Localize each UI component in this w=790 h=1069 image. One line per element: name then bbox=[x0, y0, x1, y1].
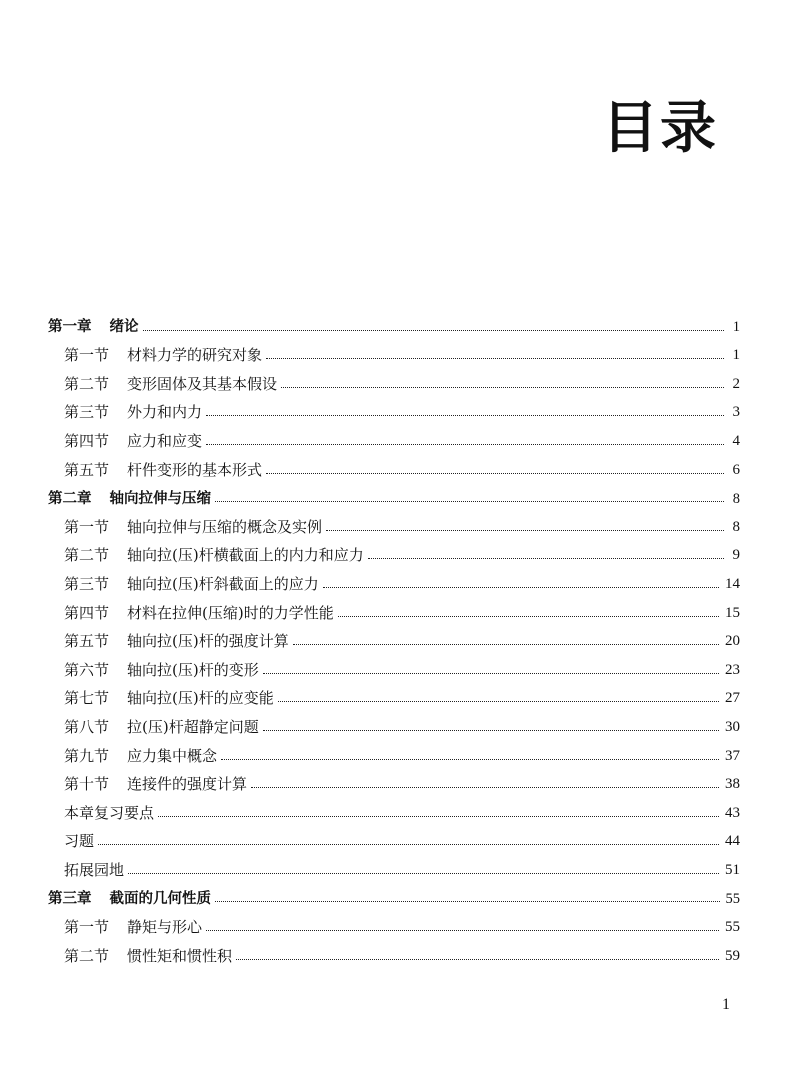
toc-entry-page: 59 bbox=[725, 947, 740, 964]
dot-leader bbox=[263, 673, 719, 674]
dot-leader bbox=[281, 387, 724, 388]
dot-leader bbox=[338, 616, 719, 617]
toc-entry-label: 第三章 bbox=[48, 890, 92, 907]
dot-leader bbox=[251, 787, 719, 788]
toc-section-entry[interactable] bbox=[48, 392, 740, 421]
toc-entry-title: 习题 bbox=[64, 832, 95, 851]
toc-section-entry[interactable] bbox=[48, 678, 740, 707]
toc-entry-label: 第九节 bbox=[64, 746, 110, 765]
toc-section-entry[interactable] bbox=[48, 649, 740, 678]
toc-entry-title: 材料力学的研究对象 bbox=[127, 346, 263, 365]
toc-entry-label: 第四节 bbox=[64, 431, 110, 450]
toc-aux-entry[interactable] bbox=[48, 849, 740, 878]
dot-leader bbox=[215, 501, 724, 502]
dot-leader bbox=[206, 444, 724, 445]
toc-entry-page: 8 bbox=[732, 490, 740, 507]
toc-aux-entry[interactable] bbox=[48, 821, 740, 850]
toc-chapter-entry[interactable] bbox=[48, 878, 740, 907]
toc-entry-title: 轴向拉(压)杆的强度计算 bbox=[127, 632, 289, 651]
toc-chapter-entry[interactable] bbox=[48, 478, 740, 507]
dot-leader bbox=[98, 844, 719, 845]
dot-leader bbox=[143, 330, 725, 331]
toc-entry-title: 轴向拉(压)杆斜截面上的应力 bbox=[127, 574, 319, 593]
toc-entry-title: 轴向拉伸与压缩的概念及实例 bbox=[127, 517, 323, 536]
toc-entry-page: 3 bbox=[732, 404, 740, 421]
dot-leader bbox=[326, 530, 724, 531]
toc-entry-label: 第一节 bbox=[64, 346, 110, 365]
toc-section-entry[interactable] bbox=[48, 935, 740, 964]
toc-entry-title: 外力和内力 bbox=[127, 403, 203, 422]
toc-entry-page: 27 bbox=[725, 690, 740, 707]
toc-entry-page: 44 bbox=[725, 833, 740, 850]
toc-entry-label: 第一节 bbox=[64, 517, 110, 536]
toc-entry-page: 2 bbox=[732, 375, 740, 392]
dot-leader bbox=[206, 415, 724, 416]
toc-entry-page: 14 bbox=[725, 575, 740, 592]
toc-section-entry[interactable] bbox=[48, 621, 740, 650]
toc-entry-label: 第四节 bbox=[64, 603, 110, 622]
toc-section-entry[interactable] bbox=[48, 735, 740, 764]
toc-entry-title: 截面的几何性质 bbox=[109, 890, 211, 907]
toc-entry-title: 杆件变形的基本形式 bbox=[127, 460, 263, 479]
dot-leader bbox=[128, 873, 719, 874]
toc-entry-page: 1 bbox=[732, 347, 740, 364]
toc-section-entry[interactable] bbox=[48, 363, 740, 392]
toc-entry-page: 6 bbox=[732, 461, 740, 478]
dot-leader bbox=[215, 901, 720, 902]
toc-entry-page: 38 bbox=[725, 776, 740, 793]
dot-leader bbox=[323, 587, 719, 588]
toc-entry-label: 第六节 bbox=[64, 660, 110, 679]
dot-leader bbox=[158, 816, 719, 817]
toc-entry-title: 绪论 bbox=[109, 319, 139, 336]
toc-entry-label: 第一节 bbox=[64, 918, 110, 937]
toc-entry-label: 第二节 bbox=[64, 946, 110, 965]
toc-entry-title: 惯性矩和惯性积 bbox=[127, 946, 233, 965]
toc-entry-title: 轴向拉(压)杆横截面上的内力和应力 bbox=[127, 546, 364, 565]
toc-entry-page: 55 bbox=[725, 919, 740, 936]
table-of-contents bbox=[48, 306, 740, 964]
dot-leader bbox=[236, 959, 719, 960]
dot-leader bbox=[266, 473, 724, 474]
dot-leader bbox=[278, 701, 719, 702]
toc-entry-page: 8 bbox=[732, 518, 740, 535]
toc-entry-title: 应力和应变 bbox=[127, 431, 203, 450]
toc-section-entry[interactable] bbox=[48, 592, 740, 621]
toc-entry-page: 15 bbox=[725, 604, 740, 621]
toc-entry-label: 第一章 bbox=[48, 319, 92, 336]
toc-entry-title: 轴向拉伸与压缩 bbox=[109, 490, 211, 507]
page-title: 目录 bbox=[602, 96, 718, 161]
toc-entry-page: 4 bbox=[732, 432, 740, 449]
toc-entry-title: 变形固体及其基本假设 bbox=[127, 374, 278, 393]
toc-section-entry[interactable] bbox=[48, 535, 740, 564]
toc-entry-label: 第二章 bbox=[48, 490, 92, 507]
dot-leader bbox=[206, 930, 719, 931]
toc-entry-title: 拉(压)杆超静定问题 bbox=[127, 717, 259, 736]
toc-entry-label: 第三节 bbox=[64, 403, 110, 422]
dot-leader bbox=[368, 558, 724, 559]
toc-entry-label: 第五节 bbox=[64, 632, 110, 651]
toc-entry-page: 20 bbox=[725, 633, 740, 650]
toc-entry-label: 第二节 bbox=[64, 374, 110, 393]
toc-entry-page: 30 bbox=[725, 718, 740, 735]
toc-section-entry[interactable] bbox=[48, 335, 740, 364]
toc-entry-page: 43 bbox=[725, 804, 740, 821]
toc-entry-title: 静矩与形心 bbox=[127, 918, 203, 937]
toc-entry-label: 第五节 bbox=[64, 460, 110, 479]
toc-section-entry[interactable] bbox=[48, 420, 740, 449]
toc-entry-title: 材料在拉伸(压缩)时的力学性能 bbox=[127, 603, 334, 622]
toc-entry-page: 23 bbox=[725, 661, 740, 678]
toc-section-entry[interactable] bbox=[48, 563, 740, 592]
dot-leader bbox=[293, 644, 719, 645]
toc-entry-label: 第二节 bbox=[64, 546, 110, 565]
toc-entry-label: 第三节 bbox=[64, 574, 110, 593]
toc-entry-title: 轴向拉(压)杆的变形 bbox=[127, 660, 259, 679]
page-number: 1 bbox=[722, 996, 730, 1013]
toc-section-entry[interactable] bbox=[48, 764, 740, 793]
toc-entry-page: 9 bbox=[732, 547, 740, 564]
toc-entry-page: 55 bbox=[725, 890, 740, 907]
dot-leader bbox=[221, 759, 719, 760]
toc-entry-label: 第七节 bbox=[64, 689, 110, 708]
toc-entry-label: 第八节 bbox=[64, 717, 110, 736]
toc-aux-entry[interactable] bbox=[48, 792, 740, 821]
dot-leader bbox=[263, 730, 719, 731]
toc-section-entry[interactable] bbox=[48, 706, 740, 735]
toc-section-entry[interactable] bbox=[48, 506, 740, 535]
toc-entry-page: 1 bbox=[732, 319, 740, 336]
toc-entry-title: 连接件的强度计算 bbox=[127, 775, 248, 794]
toc-entry-title: 轴向拉(压)杆的应变能 bbox=[127, 689, 274, 708]
toc-section-entry[interactable] bbox=[48, 449, 740, 478]
toc-chapter-entry[interactable] bbox=[48, 306, 740, 335]
toc-entry-title: 本章复习要点 bbox=[64, 803, 155, 822]
toc-entry-title: 拓展园地 bbox=[64, 860, 125, 879]
toc-entry-page: 51 bbox=[725, 861, 740, 878]
toc-section-entry[interactable] bbox=[48, 906, 740, 935]
toc-entry-label: 第十节 bbox=[64, 775, 110, 794]
toc-entry-title: 应力集中概念 bbox=[127, 746, 218, 765]
toc-entry-page: 37 bbox=[725, 747, 740, 764]
dot-leader bbox=[266, 358, 724, 359]
